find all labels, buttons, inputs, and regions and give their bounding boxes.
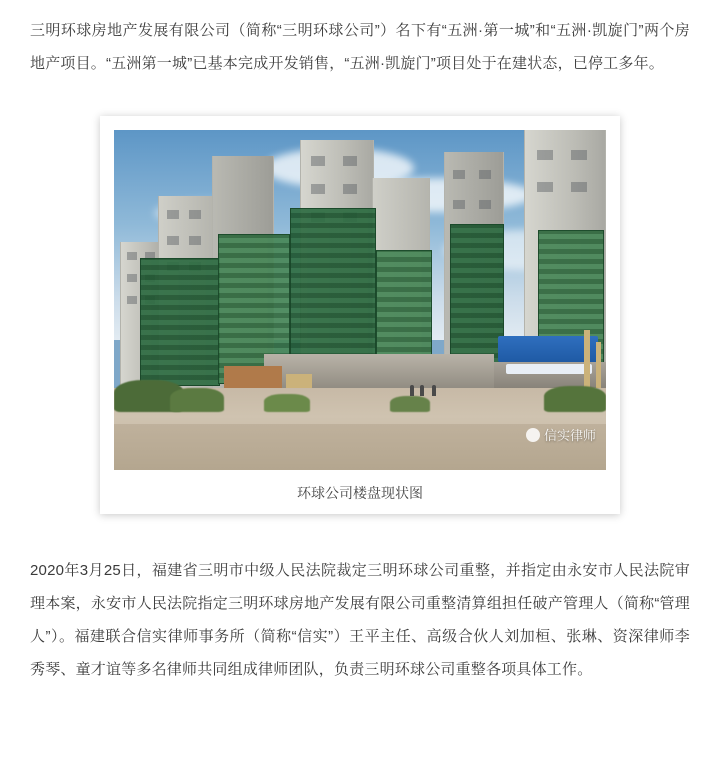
window [127, 274, 137, 282]
figure-card [100, 116, 620, 514]
vegetation [390, 396, 430, 412]
safety-netting [140, 258, 220, 386]
window [537, 182, 553, 192]
window [189, 210, 201, 219]
window [311, 156, 325, 166]
watermark-label: 信实律师 [543, 428, 596, 443]
window [127, 252, 137, 260]
window [571, 150, 587, 160]
scaffolding-pole [584, 330, 590, 390]
window [311, 184, 325, 194]
window [453, 200, 465, 209]
person-figure [420, 385, 424, 396]
construction-banner-text [506, 364, 592, 374]
figure-container [30, 116, 690, 514]
person-figure [410, 385, 414, 396]
vegetation [264, 394, 310, 412]
construction-banner [498, 336, 598, 362]
paragraph-body: 2020年3月25日，福建省三明市中级人民法院裁定三明环球公司重整，并指定由永安市人民法院审理本案，永安市人民法院指定三明环球房地产发展有限公司重整清算组担任破产管理人（简称“管理人”）。福建联合信实律师事务所（简称“信实”）王平主任、高级合伙人刘加桓、张琳、资深律师李秀琴、童才谊等多名律师共同组成律师团队，负责三明环球公司重整各项具体工作。 [30, 562, 690, 678]
window [167, 236, 179, 245]
project-photo [114, 130, 606, 470]
window [167, 210, 179, 219]
window [453, 170, 465, 179]
figure-caption: 环球公司楼盘现状图 [297, 485, 423, 501]
window [479, 200, 491, 209]
window [343, 184, 357, 194]
safety-netting [450, 224, 504, 374]
vegetation [170, 388, 224, 412]
window [479, 170, 491, 179]
paragraph-intro: 三明环球房地产发展有限公司（简称“三明环球公司”）名下有“五洲·第一城”和“五洲·凯旋门”两个房地产项目。“五洲第一城”已基本完成开发销售，“五洲·凯旋门”项目处于在建状态，已停工多年。 [30, 22, 690, 72]
photo-watermark [526, 425, 596, 444]
scaffolding-pole [596, 342, 601, 390]
window [537, 150, 553, 160]
window [189, 236, 201, 245]
window [343, 156, 357, 166]
vegetation [544, 386, 606, 412]
watermark-logo-icon [526, 428, 540, 442]
window [571, 182, 587, 192]
window [127, 296, 137, 304]
person-figure [432, 385, 436, 396]
